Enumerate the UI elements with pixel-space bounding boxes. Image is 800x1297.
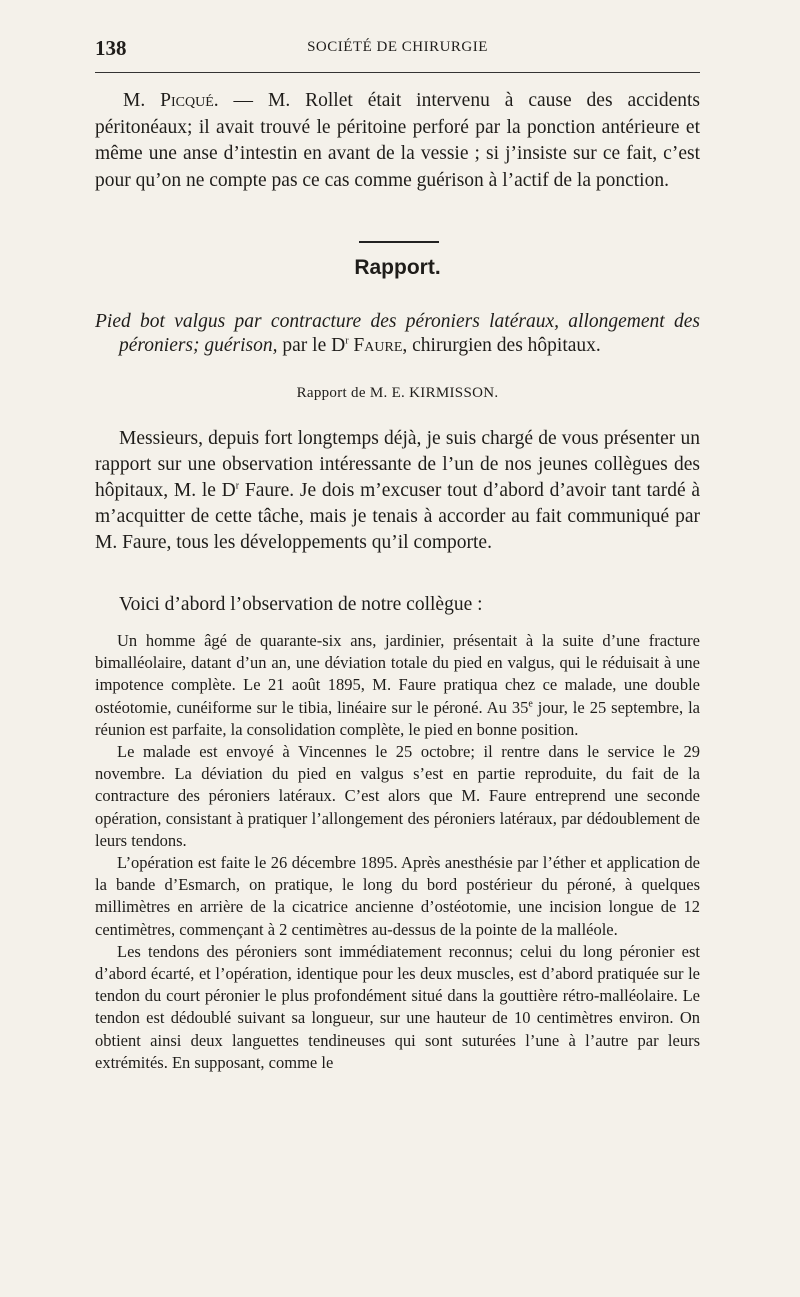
running-head bbox=[95, 36, 700, 60]
body-paragraph-1-sup: r bbox=[235, 480, 240, 492]
body-paragraph-1 bbox=[95, 426, 700, 556]
section-title: Rapport. bbox=[354, 256, 441, 279]
observation-text bbox=[95, 630, 700, 1074]
running-title: SOCIÉTÉ DE CHIRURGIE bbox=[307, 39, 488, 55]
page-number: 138 bbox=[95, 36, 127, 60]
report-title bbox=[95, 310, 700, 358]
body-paragraph-1-b: Faure. Je dois m’excuser tout d’abord d’avoir tant tardé à m’acquitter de cette tâche, mais je tenais à accorder au fait communiqué par M. Faure, tous les développements qu’il comporte. bbox=[95, 480, 701, 553]
section-divider bbox=[359, 241, 439, 243]
report-title-author: Faure bbox=[353, 335, 403, 356]
observation-p1-sup: e bbox=[528, 698, 533, 710]
header-rule bbox=[95, 72, 700, 73]
observation-paragraph-4: Les tendons des péroniers sont immédiatement reconnus; celui du long péronier est d’abord écarté, et l’opération, identique pour les deux muscles, est d’abord pratiquée sur le tendon du court péronier le plus profondément situé dans la gouttière rétro-malléolaire. Le tendon est dédoublé suivant sa longueur, sur une hauteur de 10 centimètres environ. On obtient ainsi deux languettes tendineuses qui sont suturées l’une à l’autre par leurs extrémités. En supposant, comme le bbox=[95, 941, 700, 1072]
report-title-end: , chirurgien des hôpitaux. bbox=[402, 335, 601, 356]
report-title-sup: r bbox=[345, 335, 349, 347]
speaker-name: M. Picqué. bbox=[123, 90, 219, 111]
observation-paragraph-3: L’opération est faite le 26 décembre 1895. Après anesthésie par l’éther et application de la bande d’Esmarch, on pratique, le long du bord postérieur du péroné, à quelques millimètres en arrière de la cicatrice ancienne d’ostéotomie, une incision longue de 12 centimètres, commençant à 2 centimètres au-dessus de la pointe de la malléole. bbox=[95, 853, 700, 939]
observation-lead: Voici d’abord l’observation de notre collègue : bbox=[119, 594, 483, 615]
report-title-by: par le D bbox=[277, 335, 346, 356]
intro-paragraph bbox=[95, 88, 700, 194]
observation-p1-a: Un homme âgé de quarante-six ans, jardinier, présentait à la suite d’une fracture bimalléolaire, datant d’un an, une déviation totale du pied en valgus, qui le réduisait à une impotence complète. Le 21 août 1895, M. Faure pratiqua chez ce malade, une double ostéotomie, cunéiforme sur le tibia, linéaire sur le péroné. Au 35 bbox=[95, 631, 700, 717]
observation-paragraph-2: Le malade est envoyé à Vincennes le 25 octobre; il rentre dans le service le 29 novembre. La déviation du pied en valgus s’est en partie reproduite, du fait de la contracture des péroniers latéraux. C’est alors que M. Faure entreprend une seconde opération, consistant à pratiquer l’allongement des péroniers latéraux, par dédoublement de leurs tendons. bbox=[95, 742, 700, 850]
observation-p1-b: jour, le 25 septembre, la réunion est parfaite, la consolidation complète, le pied en bonne position. bbox=[95, 697, 701, 739]
body-paragraph-1-a: Messieurs, depuis fort longtemps déjà, je suis chargé de vous présenter un rapport sur une observation intéressante de l’un de nos jeunes collègues des hôpitaux, M. le D bbox=[95, 428, 700, 501]
rapporteur-line: Rapport de M. E. KIRMISSON. bbox=[296, 385, 499, 401]
intro-text: — M. Rollet était intervenu à cause des accidents péritonéaux; il avait trouvé le péritoine perforé par la ponction antérieure et même une anse d’intestin en avant de la vessie ; si j’insiste sur ce fait, c’est pour qu’on ne compte pas ce cas comme guérison à l’actif de la ponction. bbox=[95, 90, 701, 191]
report-title-italic: Pied bot valgus par contracture des péroniers latéraux, allongement des péroniers; guérison, bbox=[95, 311, 700, 356]
observation-paragraph-1 bbox=[95, 630, 700, 741]
